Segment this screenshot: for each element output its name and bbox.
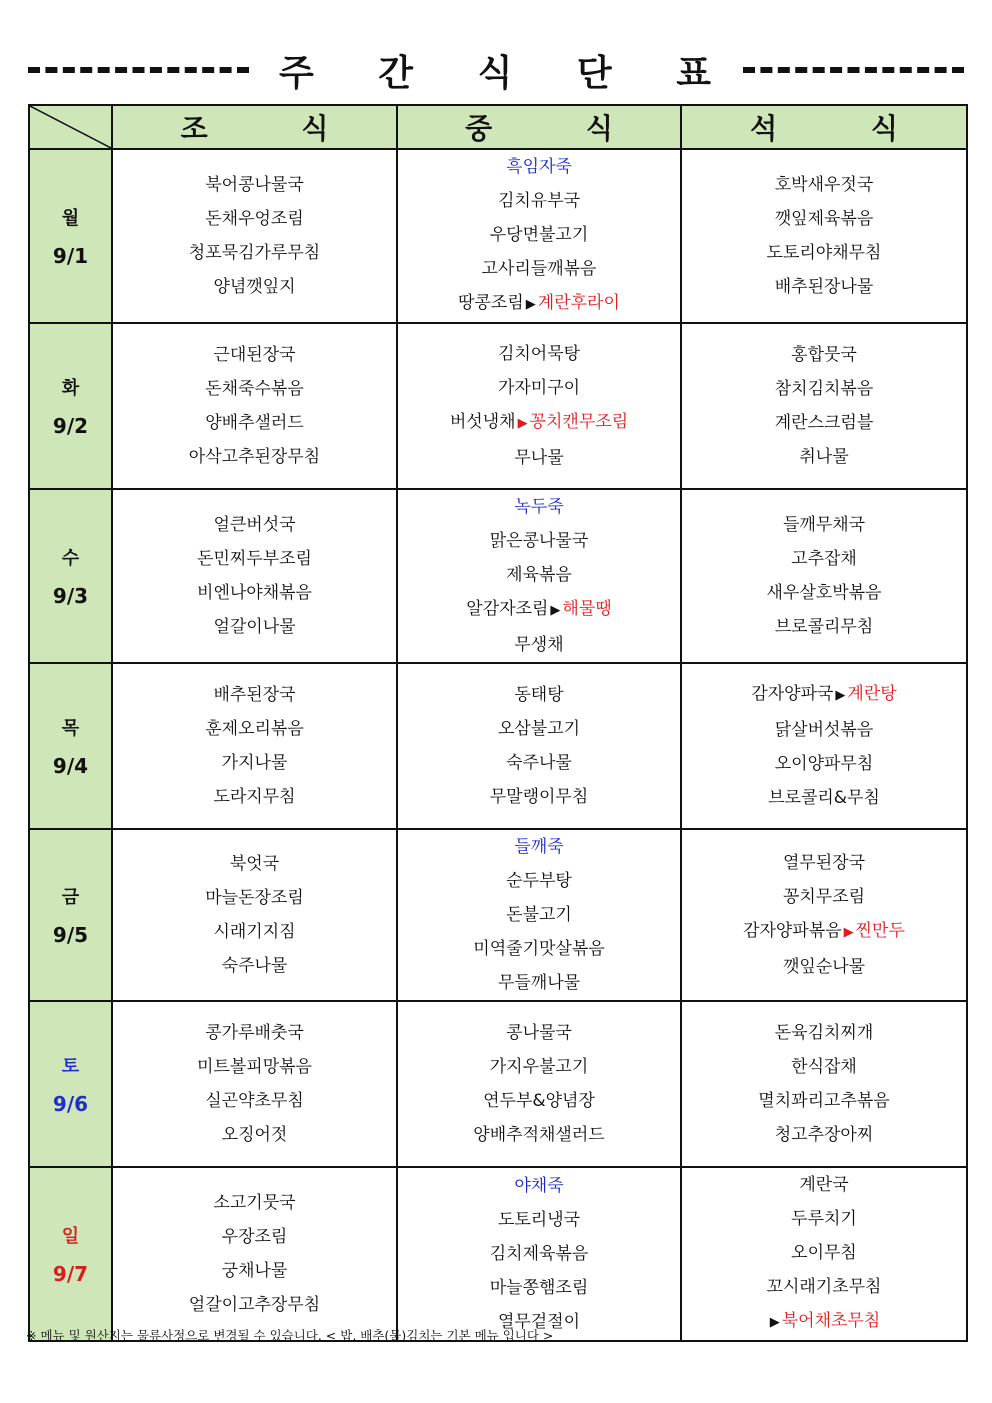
day-cell — [29, 323, 112, 489]
title-dash-right — [743, 67, 964, 73]
menu-item — [682, 880, 966, 914]
day-date: 9/2 — [52, 414, 89, 438]
header-row — [29, 105, 967, 149]
lunch-cell — [397, 149, 681, 323]
menu-item-text: 시래기지짐 — [213, 922, 296, 942]
lunch-cell — [397, 1001, 681, 1167]
menu-item-text: 미역줄기맛살볶음 — [473, 939, 605, 959]
menu-item-text: 취나물 — [799, 447, 849, 467]
menu-item — [398, 1203, 680, 1237]
menu-item-text: 얼갈이고추장무침 — [188, 1295, 321, 1315]
day-date: 9/1 — [52, 244, 89, 268]
menu-item-text: 소고기뭇국 — [213, 1193, 296, 1213]
day-name: 일 — [61, 1226, 80, 1247]
menu-item-text: 꼬시래기초무침 — [766, 1277, 882, 1297]
menu-item — [682, 508, 966, 542]
day-date: 9/5 — [52, 923, 89, 947]
menu-item — [682, 1118, 966, 1152]
menu-item-text: 계란국 — [799, 1175, 849, 1195]
menu-item — [682, 610, 966, 644]
menu-item — [113, 1016, 396, 1050]
menu-item-text: 숙주나물 — [221, 956, 288, 976]
day-cell — [29, 489, 112, 663]
menu-item-text: 두루치기 — [791, 1209, 857, 1229]
menu-item — [682, 950, 966, 984]
menu-item — [398, 371, 680, 405]
menu-item-text: 청포묵김가루무침 — [188, 243, 321, 263]
menu-item-text: 김치유부국 — [497, 191, 581, 211]
menu-item-text: 돈불고기 — [506, 905, 572, 925]
menu-item — [113, 712, 396, 746]
menu-item-text: 무말랭이무침 — [489, 787, 589, 807]
menu-item — [398, 1050, 680, 1084]
menu-item-text: 근대된장국 — [213, 345, 296, 365]
menu-item-text: 콩가루배춧국 — [205, 1023, 304, 1043]
breakfast-header: 조 식 — [112, 105, 397, 149]
menu-item-text: 고추잡채 — [791, 549, 857, 569]
menu-item-text: 동태탕 — [514, 685, 564, 705]
menu-item-text: 오삼불고기 — [497, 719, 581, 739]
footnote: ※ 메뉴 및 원산지는 물류사정으로 변경될 수 있습니다. < 밥, 배추(물)김치는 기본 메뉴 입니다 > — [26, 1328, 554, 1343]
menu-item-text: 도토리야채무침 — [766, 243, 882, 263]
menu-item-text: 실곤약초무침 — [205, 1091, 304, 1111]
menu-item — [113, 780, 396, 814]
menu-item-text: 깻잎순나물 — [782, 957, 866, 977]
diagonal-line — [30, 106, 111, 148]
lunch-cell — [397, 663, 681, 829]
substitute-arrow-icon: ▶ — [835, 688, 846, 703]
menu-item — [398, 628, 680, 662]
menu-item — [398, 864, 680, 898]
menu-item — [398, 218, 680, 252]
menu-item-text: 배추된장국 — [213, 685, 296, 705]
substitute-item-text: 계란탕 — [847, 684, 897, 704]
menu-item — [113, 746, 396, 780]
dinner-cell — [681, 829, 967, 1001]
day-row — [29, 1001, 967, 1167]
menu-item-text: 버섯냉채 — [449, 412, 516, 432]
day-row — [29, 663, 967, 829]
menu-item — [113, 881, 396, 915]
breakfast-cell — [112, 489, 397, 663]
menu-item-text: 고사리들깨볶음 — [481, 259, 597, 279]
menu-item — [113, 270, 396, 304]
menu-item-text: 알감자조림 — [466, 599, 549, 619]
menu-item-text: 녹두죽 — [514, 497, 564, 517]
menu-item-text: 훈제오리볶음 — [205, 719, 304, 739]
menu-item-text: 아삭고추된장무침 — [188, 447, 321, 467]
menu-item — [398, 1169, 680, 1203]
menu-item — [113, 1254, 396, 1288]
menu-item — [113, 508, 396, 542]
menu-item-text: 브로콜리&무침 — [768, 788, 880, 808]
lunch-cell — [397, 323, 681, 489]
menu-item-text: 오이무침 — [791, 1243, 857, 1263]
menu-item — [398, 524, 680, 558]
menu-item-text: 얼갈이나물 — [213, 617, 296, 637]
lunch-cell — [397, 489, 681, 663]
menu-item-text: 닭살버섯볶음 — [774, 720, 874, 740]
day-cell — [29, 1167, 112, 1341]
menu-item — [398, 932, 680, 966]
menu-item — [398, 252, 680, 286]
menu-item-text: 김치제육볶음 — [489, 1244, 589, 1264]
menu-item-text: 도토리냉국 — [497, 1210, 581, 1230]
substitute-item-text: 계란후라이 — [537, 293, 620, 313]
day-name: 수 — [61, 548, 80, 569]
menu-item — [398, 780, 680, 814]
menu-item — [113, 542, 396, 576]
menu-item — [682, 1270, 966, 1304]
menu-item — [682, 747, 966, 781]
day-name: 금 — [61, 887, 80, 908]
menu-item-text: 들깨무채국 — [782, 515, 866, 535]
menu-item — [398, 712, 680, 746]
menu-item — [398, 337, 680, 371]
menu-item-text: 오이양파무침 — [774, 754, 874, 774]
menu-item-text: 가지나물 — [221, 753, 288, 773]
menu-item — [398, 830, 680, 864]
menu-item-text: 꽁치무조림 — [782, 887, 866, 907]
day-cell — [29, 1001, 112, 1167]
menu-item — [682, 1084, 966, 1118]
breakfast-cell — [112, 323, 397, 489]
page-title — [28, 40, 964, 100]
menu-item — [398, 966, 680, 1000]
menu-item-text: 홍합뭇국 — [791, 345, 857, 365]
menu-item-text: 가자미구이 — [497, 378, 581, 398]
day-date: 9/4 — [52, 754, 89, 778]
day-row — [29, 323, 967, 489]
substitute-item-text: 해물땡 — [562, 599, 612, 619]
day-cell — [29, 149, 112, 323]
menu-item-text: 감자양파볶음 — [743, 921, 842, 941]
lunch-cell — [397, 1167, 681, 1341]
menu-item-text: 순두부탕 — [506, 871, 572, 891]
menu-item-text: 가지우불고기 — [489, 1057, 589, 1077]
menu-item — [113, 576, 396, 610]
menu-item-text: 미트볼피망볶음 — [197, 1057, 312, 1077]
substitute-item-text: 찐만두 — [855, 921, 905, 941]
title-dash-left — [28, 67, 249, 73]
menu-item — [398, 746, 680, 780]
menu-item — [682, 677, 966, 713]
day-row — [29, 489, 967, 663]
menu-item-text: 깻잎제육볶음 — [774, 209, 874, 229]
menu-item-text: 돈민찌두부조림 — [197, 549, 312, 569]
menu-item-text: 궁채나물 — [221, 1261, 288, 1281]
day-row — [29, 149, 967, 323]
menu-item — [398, 898, 680, 932]
menu-item-text: 배추된장나물 — [774, 277, 874, 297]
day-name: 토 — [61, 1056, 80, 1077]
breakfast-cell — [112, 1001, 397, 1167]
menu-item-text: 감자양파국 — [751, 684, 834, 704]
menu-item-text: 흑임자죽 — [506, 157, 572, 177]
menu-item — [682, 338, 966, 372]
menu-item — [113, 1118, 396, 1152]
menu-item-text: 청고추장아찌 — [774, 1125, 874, 1145]
menu-item — [682, 1016, 966, 1050]
menu-item-text: 북엇국 — [229, 854, 280, 874]
menu-item — [113, 1220, 396, 1254]
menu-item — [398, 1084, 680, 1118]
substitute-item-text: 꽁치캔무조림 — [529, 412, 629, 432]
menu-item-text: 열무겉절이 — [497, 1312, 581, 1332]
substitute-arrow-icon: ▶ — [843, 925, 854, 940]
menu-item-text: 북어콩나물국 — [205, 175, 304, 195]
menu-item-text: 도라지무침 — [213, 787, 296, 807]
menu-item — [113, 678, 396, 712]
breakfast-cell — [112, 1167, 397, 1341]
day-name: 목 — [61, 718, 80, 739]
menu-item — [682, 236, 966, 270]
menu-item — [682, 1236, 966, 1270]
day-row — [29, 829, 967, 1001]
menu-item — [398, 1237, 680, 1271]
menu-item-text: 연두부&양념장 — [483, 1091, 595, 1111]
menu-item — [682, 781, 966, 815]
menu-item-text: 야채죽 — [514, 1176, 564, 1196]
menu-item-text: 호박새우젓국 — [774, 175, 874, 195]
menu-item — [398, 286, 680, 322]
menu-item — [682, 846, 966, 880]
menu-item — [113, 168, 396, 202]
menu-item-text: 돈채우엉조림 — [205, 209, 304, 229]
menu-item-text: 계란스크럼블 — [774, 413, 874, 433]
menu-item-text: 돈육김치찌개 — [774, 1023, 874, 1043]
menu-item — [113, 1288, 396, 1322]
weekly-menu-table — [28, 104, 968, 1342]
lunch-header: 중 식 — [397, 105, 681, 149]
menu-item — [682, 270, 966, 304]
menu-item-text: 맑은콩나물국 — [489, 531, 589, 551]
menu-item — [113, 1186, 396, 1220]
menu-item — [682, 1050, 966, 1084]
menu-item — [398, 150, 680, 184]
menu-item-text: 새우살호박볶음 — [766, 583, 882, 603]
menu-item-text: 참치김치볶음 — [774, 379, 874, 399]
dinner-cell — [681, 489, 967, 663]
menu-item — [113, 1084, 396, 1118]
dinner-cell — [681, 663, 967, 829]
substitute-arrow-icon: ▶ — [769, 1315, 780, 1330]
substitute-arrow-icon: ▶ — [525, 297, 536, 312]
dinner-header: 석 식 — [681, 105, 967, 149]
menu-item-text: 우당면불고기 — [489, 225, 589, 245]
menu-item — [113, 440, 396, 474]
menu-item — [682, 202, 966, 236]
dinner-cell — [681, 1001, 967, 1167]
breakfast-cell — [112, 149, 397, 323]
menu-item — [113, 949, 396, 983]
menu-item — [398, 678, 680, 712]
menu-item-text: 무생채 — [514, 635, 564, 655]
menu-item — [398, 490, 680, 524]
menu-item — [682, 542, 966, 576]
lunch-cell — [397, 829, 681, 1001]
substitute-item-text: 북어채초무침 — [781, 1311, 881, 1331]
menu-item — [682, 713, 966, 747]
menu-item — [398, 184, 680, 218]
menu-item — [113, 406, 396, 440]
menu-item — [682, 440, 966, 474]
dinner-cell — [681, 323, 967, 489]
dinner-cell — [681, 1167, 967, 1341]
day-cell — [29, 663, 112, 829]
menu-item — [113, 610, 396, 644]
menu-item — [398, 1118, 680, 1152]
menu-item-text: 김치어묵탕 — [497, 344, 581, 364]
menu-item — [398, 405, 680, 441]
menu-item — [682, 168, 966, 202]
menu-item — [113, 1050, 396, 1084]
day-date: 9/6 — [52, 1092, 89, 1116]
menu-item — [682, 1304, 966, 1340]
menu-item-text: 오징어젓 — [221, 1125, 288, 1145]
menu-item — [682, 406, 966, 440]
menu-item-text: 양배추샐러드 — [205, 413, 304, 433]
day-cell — [29, 829, 112, 1001]
day-date: 9/3 — [52, 584, 89, 608]
menu-item-text: 열무된장국 — [782, 853, 866, 873]
menu-item-text: 콩나물국 — [506, 1023, 572, 1043]
menu-item-text: 땅콩조림 — [458, 293, 524, 313]
menu-item — [113, 915, 396, 949]
menu-item-text: 마늘쫑햄조림 — [489, 1278, 589, 1298]
menu-item — [113, 236, 396, 270]
menu-item — [398, 1016, 680, 1050]
menu-item-text: 한식잡채 — [791, 1057, 857, 1077]
menu-item — [682, 914, 966, 950]
menu-item — [682, 576, 966, 610]
day-name: 월 — [61, 208, 80, 229]
menu-item — [113, 338, 396, 372]
menu-item-text: 브로콜리무침 — [774, 617, 874, 637]
substitute-arrow-icon: ▶ — [550, 603, 561, 618]
menu-item-text: 양배추적채샐러드 — [473, 1125, 605, 1145]
day-row — [29, 1167, 967, 1341]
menu-item — [398, 1271, 680, 1305]
breakfast-cell — [112, 829, 397, 1001]
day-name: 화 — [61, 378, 80, 399]
title-text: 주 간 식 단 표 — [279, 52, 738, 94]
menu-item — [113, 847, 396, 881]
dinner-cell — [681, 149, 967, 323]
menu-item-text: 우장조림 — [221, 1227, 288, 1247]
substitute-arrow-icon: ▶ — [517, 416, 528, 431]
menu-item — [113, 202, 396, 236]
menu-item-text: 양념깻잎지 — [213, 277, 296, 297]
day-date: 9/7 — [52, 1262, 89, 1286]
menu-item — [398, 592, 680, 628]
menu-item — [113, 372, 396, 406]
menu-item — [682, 1202, 966, 1236]
menu-item-text: 무나물 — [514, 448, 564, 468]
menu-item-text: 숙주나물 — [506, 753, 572, 773]
menu-item — [398, 558, 680, 592]
corner-cell — [29, 105, 112, 149]
menu-item-text: 돈채죽수볶음 — [205, 379, 304, 399]
menu-item — [398, 441, 680, 475]
breakfast-cell — [112, 663, 397, 829]
menu-item-text: 들깨죽 — [514, 837, 564, 857]
menu-item-text: 제육볶음 — [506, 565, 572, 585]
menu-item-text: 멸치꽈리고추볶음 — [758, 1091, 890, 1111]
menu-item-text: 마늘돈장조림 — [205, 888, 304, 908]
menu-item — [682, 372, 966, 406]
menu-item — [682, 1168, 966, 1202]
menu-item-text: 얼큰버섯국 — [213, 515, 296, 535]
menu-item-text: 비엔나야채볶음 — [197, 583, 312, 603]
menu-item-text: 무들깨나물 — [497, 973, 581, 993]
